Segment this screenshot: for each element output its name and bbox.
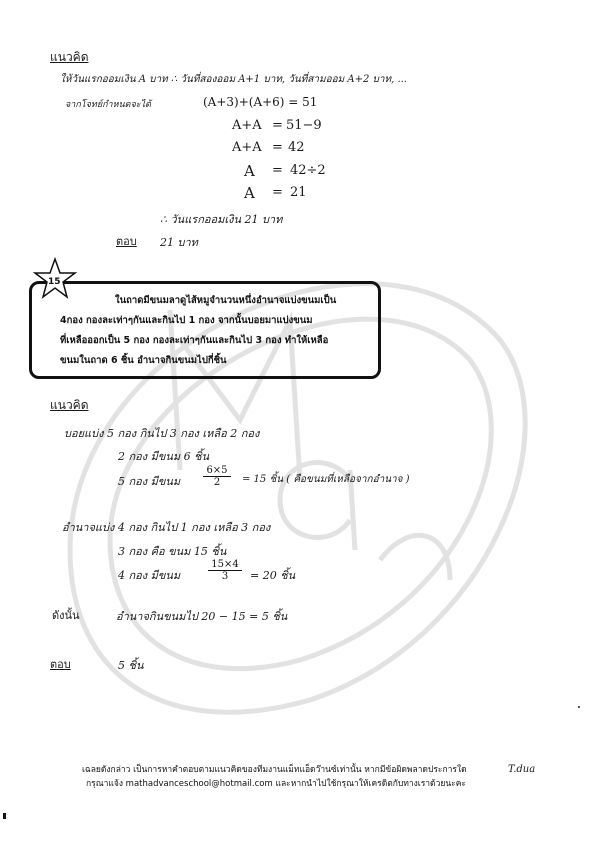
solution1-intro-line: ให้วันแรกออมเงิน A บาท ∴ วันที่สองออม A+1 บาท, วันที่สามออม A+2 บาท, ... (60, 74, 407, 85)
amnat-line-3-prefix: 4 กอง มีขนม (118, 569, 181, 582)
equation-4-lhs: A (244, 162, 255, 180)
problem-text-line-4: ขนมในถาด 6 ชิ้น อำนาจกินขนมไปกี่ชิ้น (60, 355, 227, 366)
footer-signature: T.dua (508, 764, 536, 775)
solution1-given-label: จากโจทย์กำหนดจะได้ (65, 100, 152, 110)
equation-3-eq: = (272, 140, 283, 155)
solution1-answer: 21 บาท (160, 236, 198, 249)
problem-text-line-3: ที่เหลือออกเป็น 5 กอง กองละเท่าๆกันและกินไป 3 กอง ทำให้เหลือ (60, 335, 329, 346)
boy-line-3-suffix: = 15 ชิ้น ( คือขนมที่เหลือจากอำนาจ ) (242, 474, 410, 485)
boy-fraction (203, 465, 231, 488)
amnat-fraction (208, 559, 242, 582)
amnat-fraction-numerator: 15×4 (208, 559, 242, 571)
equation-3-rhs: 42 (288, 140, 305, 155)
solution1-conclusion: ∴ วันแรกออมเงิน 21 บาท (160, 213, 283, 226)
footer-disclaimer-line-2: กรุณาแจ้ง mathadvanceschool@hotmail.com และหากนำไปใช้กรุณาให้เครดิตกับทางเราด้วยนะคะ (86, 779, 466, 789)
solution2-heading: แนวคิด (50, 398, 89, 412)
conclusion-text: อำนาจกินขนมไป 20 − 15 = 5 ชิ้น (116, 610, 288, 623)
boy-line-1: บอยแบ่ง 5 กอง กินไป 3 กอง เหลือ 2 กอง (64, 427, 260, 440)
amnat-line-3-suffix: = 20 ชิ้น (250, 569, 296, 582)
problem-text-line-1: ในถาดมีขนมลาดูไส้หมูจำนวนหนึ่งอำนาจแบ่งขนมเป็น (115, 295, 337, 306)
equation-2-rhs: 51−9 (286, 118, 322, 133)
equation-4-rhs: 42÷2 (290, 163, 326, 178)
problem-text-line-2: 4กอง กองละเท่าๆกันและกินไป 1 กอง จากนั้นบอยมาแบ่งขนม (60, 315, 313, 326)
solution2-answer: 5 ชิ้น (118, 659, 144, 672)
equation-5-eq: = (272, 185, 283, 200)
amnat-line-1: อำนาจแบ่ง 4 กอง กินไป 1 กอง เหลือ 3 กอง (62, 521, 271, 534)
equation-2-lhs: A+A (232, 118, 262, 133)
margin-mark (3, 813, 6, 819)
equation-5-rhs: 21 (290, 185, 307, 200)
solution1-heading: แนวคิด (50, 50, 89, 64)
amnat-line-2: 3 กอง คือ ขนม 15 ชิ้น (118, 545, 227, 558)
equation-5-lhs: A (244, 184, 255, 202)
equation-2-eq: = (272, 118, 283, 133)
problem-number: 15 (48, 277, 61, 287)
solution2-answer-label: ตอบ (50, 658, 71, 671)
solution1-answer-label: ตอบ (116, 235, 137, 248)
boy-line-2: 2 กอง มีขนม 6 ชิ้น (118, 450, 210, 463)
equation-4-eq: = (272, 163, 283, 178)
boy-fraction-numerator: 6×5 (203, 465, 231, 477)
equation-1: (A+3)+(A+6) = 51 (203, 95, 318, 109)
boy-line-3-prefix: 5 กอง มีขนม (118, 475, 181, 488)
boy-fraction-denominator: 2 (213, 477, 221, 488)
margin-dot (578, 706, 580, 708)
conclusion-label: ดังนั้น (52, 609, 80, 622)
amnat-fraction-denominator: 3 (221, 571, 229, 582)
equation-3-lhs: A+A (232, 140, 262, 155)
footer-disclaimer-line-1: เฉลยดังกล่าว เป็นการหาคำตอบตามแนวคิดของทีมงานแม็ทแอ็ดว๊านซ์เท่านั้น หากมีข้อผิดพลาดประการใด (82, 765, 467, 775)
